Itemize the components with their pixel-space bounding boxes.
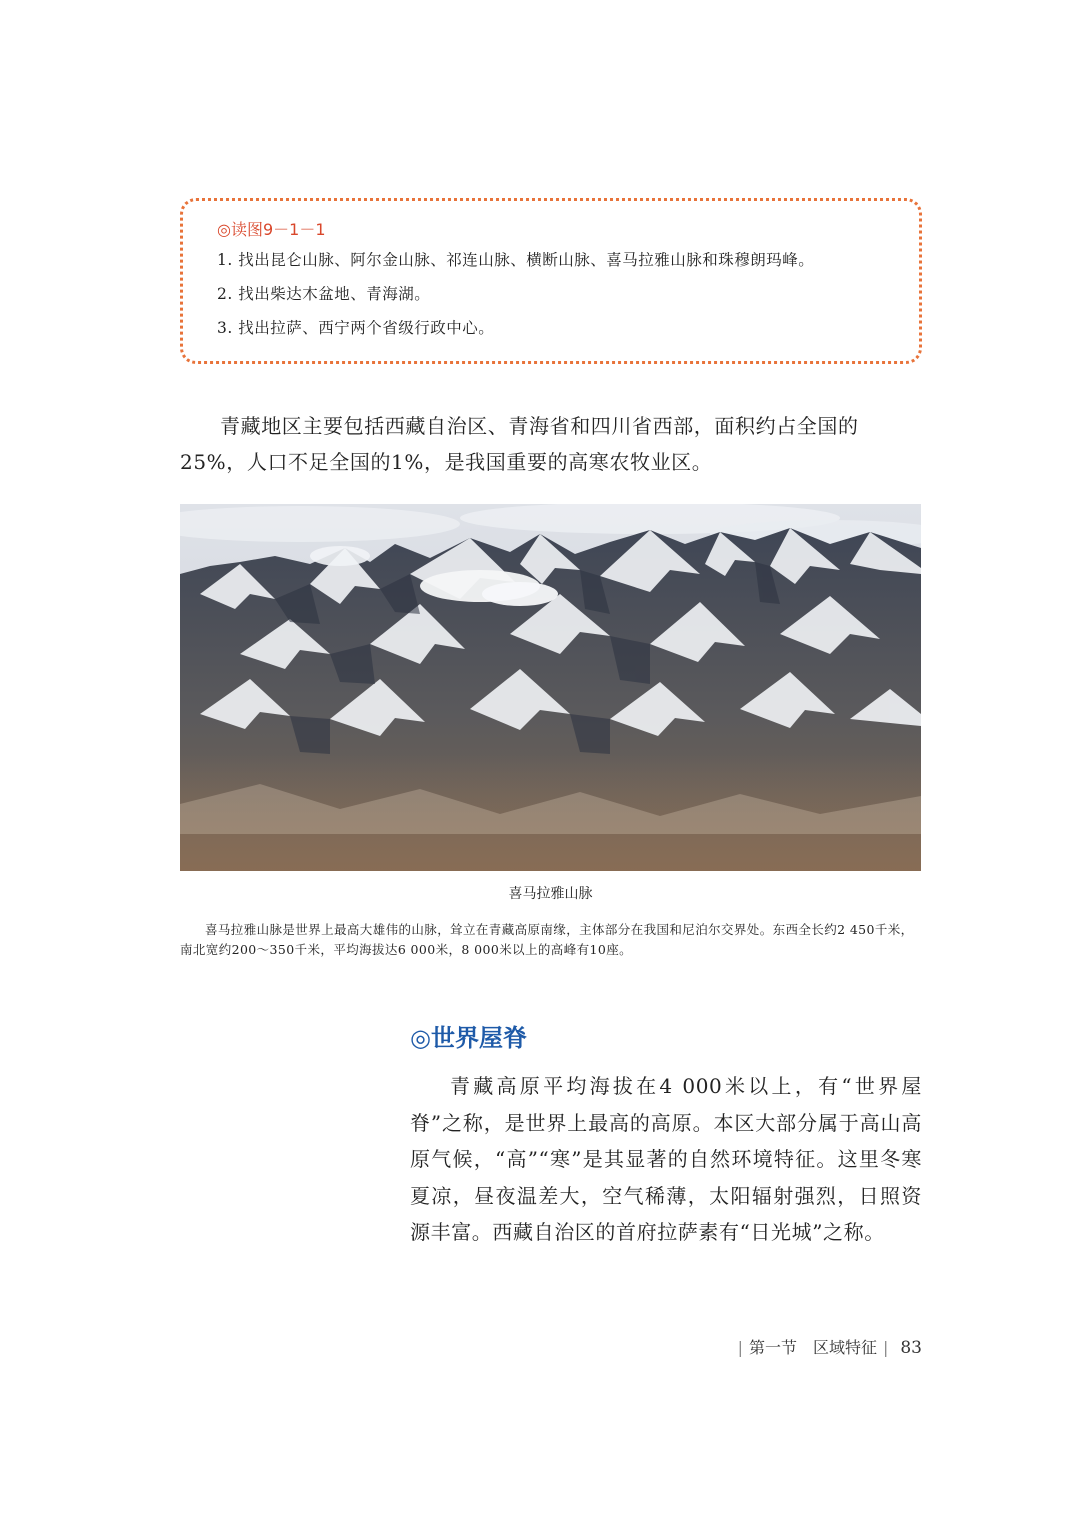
intro-paragraph: 青藏地区主要包括西藏自治区、青海省和四川省西部，面积约占全国的25%，人口不足全国的1%，是我国重要的高寒农牧业区。 (180, 414, 859, 474)
reading-exercise-item-1: 1. 找出昆仑山脉、阿尔金山脉、祁连山脉、横断山脉、喜马拉雅山脉和珠穆朗玛峰。 (217, 251, 815, 269)
photo-caption: 喜马拉雅山脉 (508, 886, 593, 902)
section-heading: ◎世界屋脊 (410, 1024, 527, 1052)
reading-exercise-box (180, 198, 922, 364)
footer-separator-left: | (737, 1338, 743, 1357)
section-body: 青藏高原平均海拔在4 000米以上，有“世界屋脊”之称，是世界上最高的高原。本区大部分属于高山高原气候，“高”“寒”是其显著的自然环境特征。这里冬寒夏凉，昼夜温差大，空气稀薄，太阳辐射强烈，日照资源丰富。西藏自治区的首府拉萨素有“日光城”之称。 (410, 1074, 922, 1244)
reading-exercise-title: ◎读图9－1－1 (217, 220, 326, 239)
page-footer (732, 1336, 922, 1360)
page-number: 83 (900, 1338, 922, 1358)
photo-note: 喜马拉雅山脉是世界上最高大雄伟的山脉，耸立在青藏高原南缘，主体部分在我国和尼泊尔交界处。东西全长约2 450千米，南北宽约200～350千米，平均海拔达6 000米，8 000米以上的高峰有10座。 (180, 922, 914, 957)
reading-exercise-item-2: 2. 找出柴达木盆地、青海湖。 (217, 285, 431, 303)
reading-exercise-item-3: 3. 找出拉萨、西宁两个省级行政中心。 (217, 319, 495, 337)
himalaya-photo (180, 504, 921, 871)
footer-section-title: 第一节 区域特征 (748, 1338, 877, 1357)
footer-separator-right: | (882, 1338, 889, 1357)
